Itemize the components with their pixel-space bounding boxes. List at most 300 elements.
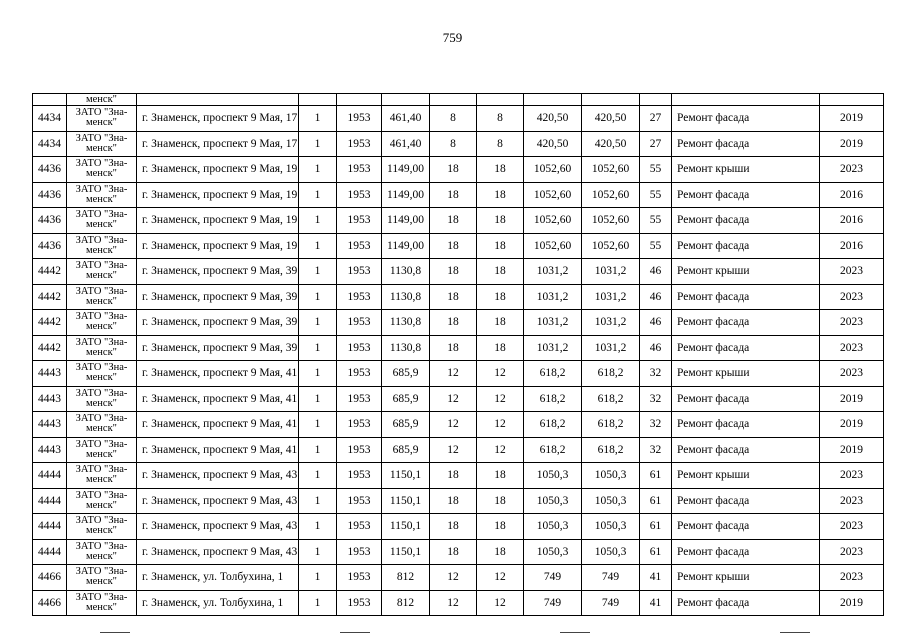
cell-total-area: 1130,8	[382, 284, 430, 310]
cell-year: 1953	[337, 437, 382, 463]
cell-area-1: 1052,60	[524, 233, 582, 259]
cell-floors-a: 18	[430, 539, 477, 565]
cell-year: 1953	[337, 463, 382, 489]
cell-type: 1	[299, 208, 337, 234]
cell-area-2: 1052,60	[582, 182, 640, 208]
cell-area-2: 1050,3	[582, 463, 640, 489]
table-row	[33, 106, 884, 132]
cell-id	[33, 94, 67, 106]
cell-area-1: 420,50	[524, 106, 582, 132]
cell-work: Ремонт фасада	[672, 208, 820, 234]
municipality-line-1: ЗАТО "Зна-	[75, 540, 128, 552]
cell-floors-a: 12	[430, 437, 477, 463]
municipality-line-2: менск"	[86, 295, 117, 307]
cell-total-area: 685,9	[382, 386, 430, 412]
cell-type: 1	[299, 310, 337, 336]
cell-floors-b: 18	[477, 284, 524, 310]
cell-work: Ремонт фасада	[672, 182, 820, 208]
municipality-line-2: менск"	[86, 474, 117, 486]
cell-floors-b: 12	[477, 590, 524, 616]
cell-residents: 55	[640, 157, 672, 183]
cell-type: 1	[299, 361, 337, 387]
municipality-line-2: менск"	[86, 346, 117, 358]
table-row-continuation	[33, 94, 884, 106]
cell-municipality	[67, 386, 137, 412]
cell-floors-a: 18	[430, 335, 477, 361]
cell-residents: 61	[640, 514, 672, 540]
cell-total-area: 1149,00	[382, 157, 430, 183]
cell-area-2: 420,50	[582, 131, 640, 157]
cell-total-area: 1130,8	[382, 335, 430, 361]
cell-year: 1953	[337, 208, 382, 234]
cell-municipality	[67, 208, 137, 234]
municipality-line-2: менск"	[86, 193, 117, 205]
cell-year: 1953	[337, 361, 382, 387]
table-row	[33, 488, 884, 514]
cell-address: г. Знаменск, проспект 9 Мая, 43	[137, 488, 299, 514]
cell-id: 4436	[33, 208, 67, 234]
cell-area-1: 1031,2	[524, 259, 582, 285]
municipality-line-2: менск"	[86, 372, 117, 384]
municipality-line-2: менск"	[86, 244, 117, 256]
table-row	[33, 386, 884, 412]
cell-id: 4443	[33, 437, 67, 463]
municipality-line-1: ЗАТО "Зна-	[75, 209, 128, 221]
cell-total-area: 685,9	[382, 361, 430, 387]
cell-id: 4443	[33, 386, 67, 412]
cell-work: Ремонт крыши	[672, 157, 820, 183]
cell-residents: 61	[640, 539, 672, 565]
cell-residents: 32	[640, 437, 672, 463]
cell-residents: 61	[640, 463, 672, 489]
cell-floors-b: 18	[477, 182, 524, 208]
cell-floors-b	[477, 94, 524, 106]
cell-residents: 55	[640, 233, 672, 259]
cell-address: г. Знаменск, проспект 9 Мая, 41	[137, 437, 299, 463]
municipality-line-2: менск"	[86, 499, 117, 511]
cell-floors-a: 18	[430, 233, 477, 259]
cell-area-1: 1052,60	[524, 182, 582, 208]
cell-floors-a: 12	[430, 590, 477, 616]
cell-plan-year: 2023	[820, 463, 884, 489]
cell-work: Ремонт фасада	[672, 106, 820, 132]
municipality-line-1: ЗАТО "Зна-	[75, 311, 128, 323]
municipality-line-2: менск"	[86, 168, 117, 180]
cell-floors-a: 8	[430, 131, 477, 157]
municipality-line-2: менск"	[86, 117, 117, 129]
cell-municipality	[67, 463, 137, 489]
cell-id: 4444	[33, 488, 67, 514]
cell-type: 1	[299, 131, 337, 157]
cell-id: 4434	[33, 131, 67, 157]
municipality-line-1: ЗАТО "Зна-	[75, 362, 128, 374]
cell-residents: 32	[640, 412, 672, 438]
cell-id: 4442	[33, 259, 67, 285]
cell-area-2: 1031,2	[582, 284, 640, 310]
cell-municipality	[67, 157, 137, 183]
cell-id: 4444	[33, 463, 67, 489]
cell-plan-year: 2019	[820, 412, 884, 438]
cell-residents: 27	[640, 131, 672, 157]
cell-total-area: 812	[382, 590, 430, 616]
municipality-line-2: менск"	[86, 601, 117, 613]
municipality-line-1: ЗАТО "Зна-	[75, 566, 128, 578]
cell-floors-b: 12	[477, 565, 524, 591]
cell-area-2: 1031,2	[582, 259, 640, 285]
cell-work: Ремонт фасада	[672, 514, 820, 540]
cell-id: 4442	[33, 310, 67, 336]
cell-work: Ремонт фасада	[672, 437, 820, 463]
cell-year: 1953	[337, 233, 382, 259]
municipality-line-2: менск"	[86, 525, 117, 537]
cell-plan-year: 2023	[820, 259, 884, 285]
cell-residents: 55	[640, 182, 672, 208]
municipality-line-1: ЗАТО "Зна-	[75, 336, 128, 348]
cell-year: 1953	[337, 539, 382, 565]
cell-address: г. Знаменск, проспект 9 Мая, 17	[137, 106, 299, 132]
cell-address: г. Знаменск, ул. Толбухина, 1	[137, 565, 299, 591]
municipality-line-1: ЗАТО "Зна-	[75, 515, 128, 527]
cell-floors-a: 18	[430, 284, 477, 310]
cell-residents: 41	[640, 565, 672, 591]
municipality-line-1: ЗАТО "Зна-	[75, 260, 128, 272]
municipality-line-2: менск"	[86, 142, 117, 154]
cell-floors-b: 12	[477, 412, 524, 438]
cell-floors-a: 18	[430, 208, 477, 234]
cell-address: г. Знаменск, проспект 9 Мая, 39	[137, 284, 299, 310]
cell-plan-year: 2023	[820, 488, 884, 514]
cell-work: Ремонт крыши	[672, 361, 820, 387]
cell-area-1: 1050,3	[524, 539, 582, 565]
cell-work: Ремонт фасада	[672, 412, 820, 438]
cell-total-area: 1149,00	[382, 182, 430, 208]
cell-plan-year: 2023	[820, 565, 884, 591]
cell-municipality	[67, 412, 137, 438]
cell-municipality	[67, 488, 137, 514]
cell-id: 4444	[33, 514, 67, 540]
cell-address: г. Знаменск, проспект 9 Мая, 43	[137, 539, 299, 565]
cell-address: г. Знаменск, проспект 9 Мая, 39	[137, 259, 299, 285]
cell-floors-a: 12	[430, 565, 477, 591]
municipality-line-2: менск"	[86, 550, 117, 562]
cell-type: 1	[299, 590, 337, 616]
cell-total-area: 1130,8	[382, 310, 430, 336]
next-page-stub	[560, 632, 590, 633]
cell-residents: 46	[640, 259, 672, 285]
table-row	[33, 131, 884, 157]
cell-type: 1	[299, 463, 337, 489]
cell-area-2: 420,50	[582, 106, 640, 132]
housing-repair-table	[32, 93, 884, 616]
cell-address: г. Знаменск, проспект 9 Мая, 19	[137, 182, 299, 208]
cell-floors-a: 18	[430, 182, 477, 208]
municipality-line-1: ЗАТО "Зна-	[75, 438, 128, 450]
cell-id: 4436	[33, 157, 67, 183]
cell-total-area: 685,9	[382, 412, 430, 438]
cell-address: г. Знаменск, проспект 9 Мая, 41	[137, 412, 299, 438]
cell-address: г. Знаменск, проспект 9 Мая, 19	[137, 233, 299, 259]
cell-plan-year: 2019	[820, 131, 884, 157]
cell-year: 1953	[337, 412, 382, 438]
table-row	[33, 182, 884, 208]
cell-year: 1953	[337, 514, 382, 540]
cell-floors-b: 8	[477, 131, 524, 157]
cell-work: Ремонт крыши	[672, 259, 820, 285]
cell-plan-year: 2023	[820, 539, 884, 565]
table-row	[33, 539, 884, 565]
cell-area-1	[524, 94, 582, 106]
cell-floors-b: 12	[477, 437, 524, 463]
cell-type: 1	[299, 335, 337, 361]
cell-type: 1	[299, 539, 337, 565]
cell-year: 1953	[337, 131, 382, 157]
cell-area-1: 618,2	[524, 386, 582, 412]
cell-work: Ремонт фасада	[672, 386, 820, 412]
cell-area-1: 1050,3	[524, 488, 582, 514]
cell-area-2: 749	[582, 565, 640, 591]
cell-id: 4442	[33, 335, 67, 361]
cell-type: 1	[299, 182, 337, 208]
cell-year: 1953	[337, 157, 382, 183]
cell-residents: 55	[640, 208, 672, 234]
municipality-line-1: ЗАТО "Зна-	[75, 591, 128, 603]
municipality-line-2: менск"	[86, 219, 117, 231]
cell-area-2: 1050,3	[582, 488, 640, 514]
cell-total-area: 685,9	[382, 437, 430, 463]
municipality-line-1: ЗАТО "Зна-	[75, 132, 128, 144]
municipality-line-1: ЗАТО "Зна-	[75, 464, 128, 476]
cell-plan-year: 2023	[820, 284, 884, 310]
cell-address: г. Знаменск, проспект 9 Мая, 43	[137, 463, 299, 489]
cell-work: Ремонт крыши	[672, 565, 820, 591]
cell-plan-year: 2016	[820, 233, 884, 259]
cell-total-area: 1150,1	[382, 539, 430, 565]
cell-address: г. Знаменск, проспект 9 Мая, 17	[137, 131, 299, 157]
cell-year: 1953	[337, 590, 382, 616]
cell-id: 4443	[33, 412, 67, 438]
municipality-line-2: менск"	[86, 270, 117, 282]
cell-floors-b: 18	[477, 233, 524, 259]
cell-plan-year: 2023	[820, 361, 884, 387]
cell-residents: 46	[640, 310, 672, 336]
next-page-stub	[780, 632, 810, 633]
cell-type: 1	[299, 157, 337, 183]
cell-area-1: 1052,60	[524, 157, 582, 183]
municipality-line-1: ЗАТО "Зна-	[75, 234, 128, 246]
cell-floors-b: 18	[477, 514, 524, 540]
municipality-line-1: ЗАТО "Зна-	[75, 489, 128, 501]
cell-area-2: 1052,60	[582, 157, 640, 183]
cell-address	[137, 94, 299, 106]
cell-municipality	[67, 310, 137, 336]
municipality-line-1: ЗАТО "Зна-	[75, 107, 128, 119]
cell-year: 1953	[337, 284, 382, 310]
cell-floors-a: 8	[430, 106, 477, 132]
cell-area-2: 618,2	[582, 437, 640, 463]
cell-municipality	[67, 284, 137, 310]
table-row	[33, 437, 884, 463]
cell-id: 4466	[33, 590, 67, 616]
cell-area-1: 420,50	[524, 131, 582, 157]
cell-floors-b: 18	[477, 310, 524, 336]
table-row	[33, 310, 884, 336]
cell-area-1: 1031,2	[524, 335, 582, 361]
cell-residents: 46	[640, 284, 672, 310]
cell-address: г. Знаменск, ул. Толбухина, 1	[137, 590, 299, 616]
cell-address: г. Знаменск, проспект 9 Мая, 41	[137, 361, 299, 387]
cell-work: Ремонт крыши	[672, 463, 820, 489]
cell-address: г. Знаменск, проспект 9 Мая, 19	[137, 157, 299, 183]
cell-work: Ремонт фасада	[672, 284, 820, 310]
table-row	[33, 361, 884, 387]
cell-total-area: 1150,1	[382, 514, 430, 540]
cell-id: 4436	[33, 233, 67, 259]
cell-year: 1953	[337, 259, 382, 285]
cell-municipality	[67, 233, 137, 259]
cell-area-1: 618,2	[524, 437, 582, 463]
cell-area-2: 1052,60	[582, 233, 640, 259]
cell-municipality	[67, 514, 137, 540]
table-body	[33, 94, 884, 616]
cell-total-area: 1130,8	[382, 259, 430, 285]
cell-area-1: 1031,2	[524, 310, 582, 336]
cell-plan-year: 2016	[820, 208, 884, 234]
cell-total-area: 1149,00	[382, 233, 430, 259]
cell-plan-year: 2023	[820, 310, 884, 336]
cell-floors-b: 18	[477, 157, 524, 183]
cell-area-1: 1052,60	[524, 208, 582, 234]
next-page-stub	[340, 632, 370, 633]
cell-total-area: 461,40	[382, 106, 430, 132]
cell-total-area: 1150,1	[382, 488, 430, 514]
cell-type: 1	[299, 106, 337, 132]
cell-residents: 46	[640, 335, 672, 361]
municipality-line-1: ЗАТО "Зна-	[75, 285, 128, 297]
table-row	[33, 335, 884, 361]
cell-floors-a: 18	[430, 259, 477, 285]
cell-residents: 32	[640, 361, 672, 387]
cell-municipality	[67, 131, 137, 157]
cell-plan-year: 2016	[820, 182, 884, 208]
municipality-line-1: ЗАТО "Зна-	[75, 387, 128, 399]
cell-residents	[640, 94, 672, 106]
cell-id: 4436	[33, 182, 67, 208]
table-row	[33, 208, 884, 234]
cell-floors-a: 18	[430, 463, 477, 489]
table-row	[33, 590, 884, 616]
municipality-line-2: менск"	[86, 423, 117, 435]
cell-area-1: 1050,3	[524, 463, 582, 489]
cell-area-2	[582, 94, 640, 106]
cell-type	[299, 94, 337, 106]
cell-floors-b: 18	[477, 335, 524, 361]
cell-residents: 27	[640, 106, 672, 132]
cell-year: 1953	[337, 488, 382, 514]
cell-floors-b: 18	[477, 259, 524, 285]
page-number: 759	[442, 30, 463, 45]
municipality-line-2: менск"	[86, 448, 117, 460]
cell-area-2: 618,2	[582, 361, 640, 387]
cell-work: Ремонт фасада	[672, 335, 820, 361]
table-row	[33, 412, 884, 438]
cell-year: 1953	[337, 106, 382, 132]
cell-id: 4444	[33, 539, 67, 565]
cell-plan-year: 2023	[820, 335, 884, 361]
cell-work: Ремонт фасада	[672, 488, 820, 514]
cell-total-area: 461,40	[382, 131, 430, 157]
cell-total-area: 1149,00	[382, 208, 430, 234]
cell-type: 1	[299, 488, 337, 514]
cell-id: 4443	[33, 361, 67, 387]
cell-area-2: 1050,3	[582, 514, 640, 540]
cell-work: Ремонт фасада	[672, 310, 820, 336]
cell-area-1: 618,2	[524, 361, 582, 387]
cell-area-2: 749	[582, 590, 640, 616]
municipality-line-2: менск"	[86, 397, 117, 409]
cell-type: 1	[299, 514, 337, 540]
cell-plan-year: 2023	[820, 514, 884, 540]
cell-residents: 32	[640, 386, 672, 412]
municipality-line-2: менск"	[86, 576, 117, 588]
cell-type: 1	[299, 437, 337, 463]
cell-municipality	[67, 259, 137, 285]
cell-residents: 41	[640, 590, 672, 616]
cell-work: Ремонт фасада	[672, 233, 820, 259]
table-row	[33, 565, 884, 591]
cell-total-area: 812	[382, 565, 430, 591]
cell-work: Ремонт фасада	[672, 539, 820, 565]
cell-plan-year: 2019	[820, 386, 884, 412]
cell-floors-a: 18	[430, 310, 477, 336]
cell-floors-a: 12	[430, 386, 477, 412]
cell-residents: 61	[640, 488, 672, 514]
table-row	[33, 284, 884, 310]
cell-area-2: 1031,2	[582, 310, 640, 336]
cell-type: 1	[299, 565, 337, 591]
cell-type: 1	[299, 233, 337, 259]
cell-plan-year: 2023	[820, 157, 884, 183]
cell-year: 1953	[337, 335, 382, 361]
cell-floors-b: 18	[477, 463, 524, 489]
cell-type: 1	[299, 386, 337, 412]
cell-floors-b: 12	[477, 361, 524, 387]
cell-area-2: 1031,2	[582, 335, 640, 361]
cell-area-2: 618,2	[582, 412, 640, 438]
cell-work: Ремонт фасада	[672, 131, 820, 157]
cell-floors-b: 12	[477, 386, 524, 412]
cell-address: г. Знаменск, проспект 9 Мая, 19	[137, 208, 299, 234]
cell-year: 1953	[337, 386, 382, 412]
cell-floors-a: 18	[430, 488, 477, 514]
cell-municipality	[67, 361, 137, 387]
cell-municipality-tail: менск"	[67, 94, 137, 106]
cell-year: 1953	[337, 565, 382, 591]
table-row	[33, 463, 884, 489]
cell-address: г. Знаменск, проспект 9 Мая, 41	[137, 386, 299, 412]
cell-plan-year	[820, 94, 884, 106]
cell-address: г. Знаменск, проспект 9 Мая, 39	[137, 335, 299, 361]
cell-plan-year: 2019	[820, 106, 884, 132]
cell-floors-a: 12	[430, 361, 477, 387]
municipality-line-1: ЗАТО "Зна-	[75, 413, 128, 425]
cell-municipality	[67, 590, 137, 616]
cell-id: 4442	[33, 284, 67, 310]
next-page-stub	[100, 632, 130, 633]
cell-work: Ремонт фасада	[672, 590, 820, 616]
cell-municipality	[67, 565, 137, 591]
cell-floors-b: 8	[477, 106, 524, 132]
cell-floors-a: 18	[430, 157, 477, 183]
